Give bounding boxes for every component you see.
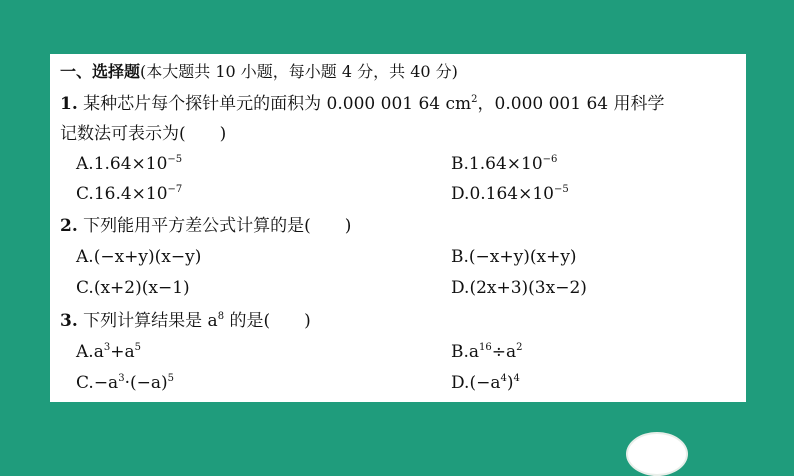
question-3-option-a[interactable] [76,342,141,362]
decorative-circle [626,432,688,476]
question-2-stem-text: 下列能用平方差公式计算的是( ) [83,216,352,236]
question-3-options-row-2 [76,373,766,393]
question-2-option-c[interactable] [76,278,190,298]
option-text: 16.4×10 [93,184,168,204]
option-label: A. [76,342,94,362]
option-exponent: −5 [167,154,183,165]
section-title: 一、选择题 [60,62,141,81]
question-sheet [50,54,746,402]
option-exponent: 3 [103,342,111,353]
question-3-stem-sup: 8 [217,311,225,322]
question-1-option-d[interactable] [451,184,569,204]
question-1-stem-line-2: 记数法可表示为( ) [60,124,227,144]
option-text: (−a [469,373,501,393]
option-label: B. [451,247,469,267]
question-1-options-row-2 [76,184,766,204]
option-text: 0.164×10 [469,184,554,204]
option-text: ÷a [491,342,517,362]
question-3-option-b[interactable] [451,342,523,362]
option-text: (−x+y)(x−y) [93,247,202,267]
option-text: a [93,342,104,362]
option-text: a [468,342,480,362]
question-3-stem-text: 下列计算结果是 a [83,311,218,331]
option-exponent: 5 [167,373,175,384]
section-header [60,62,458,82]
option-text: (x+2)(x−1) [93,278,190,298]
option-text: 1.64×10 [468,154,543,174]
option-text: ·(−a) [124,373,168,393]
option-label: A. [76,247,94,267]
question-1-option-b[interactable] [451,154,557,174]
question-1-stem-text: 某种芯片每个探针单元的面积为 0.000 001 64 cm [83,94,472,114]
question-3-stem [60,311,311,331]
option-label: B. [451,154,469,174]
option-text: (−x+y)(x+y) [468,247,577,267]
question-1-option-c[interactable] [76,184,182,204]
option-text: −a [93,373,119,393]
option-label: C. [76,373,94,393]
question-1-stem-sup: 2 [471,94,478,105]
question-3-option-c[interactable] [76,373,174,393]
option-text: (2x+3)(3x−2) [469,278,587,298]
option-exponent: 4 [500,373,507,384]
question-2-options-row-1 [76,247,766,267]
section-note: (本大题共 10 小题，每小题 4 分，共 40 分) [140,62,458,81]
question-3-number: 3. [60,311,78,331]
question-1-options-row-1 [76,154,766,174]
option-exponent: 2 [516,342,523,353]
question-3-stem-tail: 的是( ) [224,311,311,331]
option-label: D. [451,184,470,204]
option-exponent: 5 [134,342,141,353]
option-text: ) [506,373,514,393]
question-3-options-row-1 [76,342,766,362]
question-2-option-a[interactable] [76,247,201,267]
question-2-option-b[interactable] [451,247,577,267]
option-text: +a [110,342,135,362]
option-text: 1.64×10 [93,154,168,174]
question-1-option-a[interactable] [76,154,182,174]
option-label: B. [451,342,469,362]
option-label: D. [451,278,470,298]
option-label: C. [76,184,94,204]
option-exponent: −5 [553,184,569,195]
option-label: C. [76,278,94,298]
question-1-stem-tail: ，0.000 001 64 用科学 [477,94,665,114]
question-2-option-d[interactable] [451,278,587,298]
option-exponent: −6 [542,154,558,165]
option-exponent: −7 [167,184,183,195]
question-2-options-row-2 [76,278,766,298]
question-2-number: 2. [60,216,78,236]
question-3-option-d[interactable] [451,373,520,393]
option-exponent: 4 [513,373,520,384]
question-1-number: 1. [60,94,78,114]
option-exponent: 16 [479,342,492,353]
question-2-stem [60,216,351,236]
question-1-stem-line-1 [60,94,665,114]
option-label: A. [76,154,94,174]
option-label: D. [451,373,470,393]
option-exponent: 3 [118,373,125,384]
